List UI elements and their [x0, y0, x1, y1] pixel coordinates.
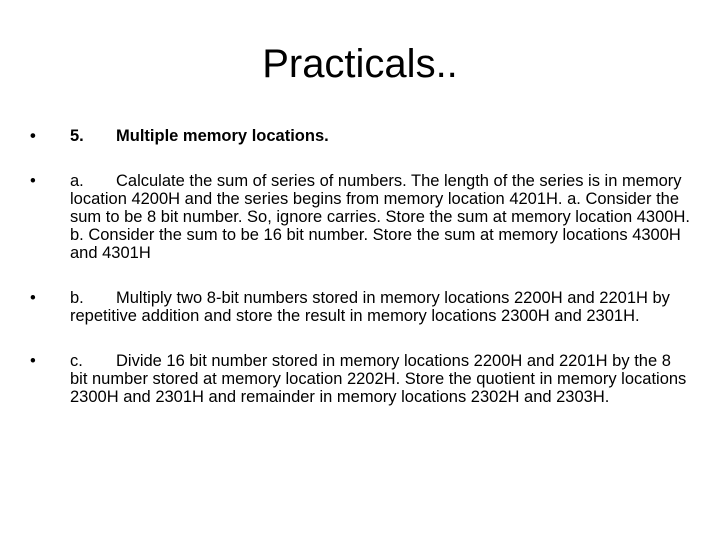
bullet-item-a	[30, 172, 690, 262]
slide-title: Practicals..	[262, 42, 458, 86]
bullet-dot: •	[30, 352, 36, 370]
bullet-dot: •	[30, 289, 36, 307]
bullet-list	[30, 127, 690, 433]
bullet-item-c	[30, 352, 690, 406]
bullet-text: Divide 16 bit number stored in memory locations 2200H and 2201H by the 8 bit number stored at memory location 2202H. Store the quotient in memory locations 2300H and 2301H and remainder in memory locations 2302H and 2303H.	[70, 352, 687, 406]
bullet-marker: b.	[70, 289, 84, 307]
bullet-dot: •	[30, 172, 36, 190]
bullet-marker: 5.	[70, 127, 84, 145]
bullet-marker: c.	[70, 352, 83, 370]
bullet-text: Multiple memory locations.	[116, 127, 329, 145]
bullet-text: Calculate the sum of series of numbers. The length of the series is in memory location 4200H and the series begins from memory location 4201H. a. Consider the sum to be 8 bit number. So, ignore carries. Store the sum at memory location 4300H. b. Consider the sum to be 16 bit number. Store the sum at memory locations 4300H and 4301H	[70, 172, 690, 262]
bullet-item-b	[30, 289, 690, 325]
bullet-marker: a.	[70, 172, 84, 190]
bullet-item-5	[30, 127, 690, 145]
bullet-dot: •	[30, 127, 36, 145]
bullet-text: Multiply two 8-bit numbers stored in memory locations 2200H and 2201H by repetitive addition and store the result in memory locations 2300H and 2301H.	[70, 289, 670, 325]
